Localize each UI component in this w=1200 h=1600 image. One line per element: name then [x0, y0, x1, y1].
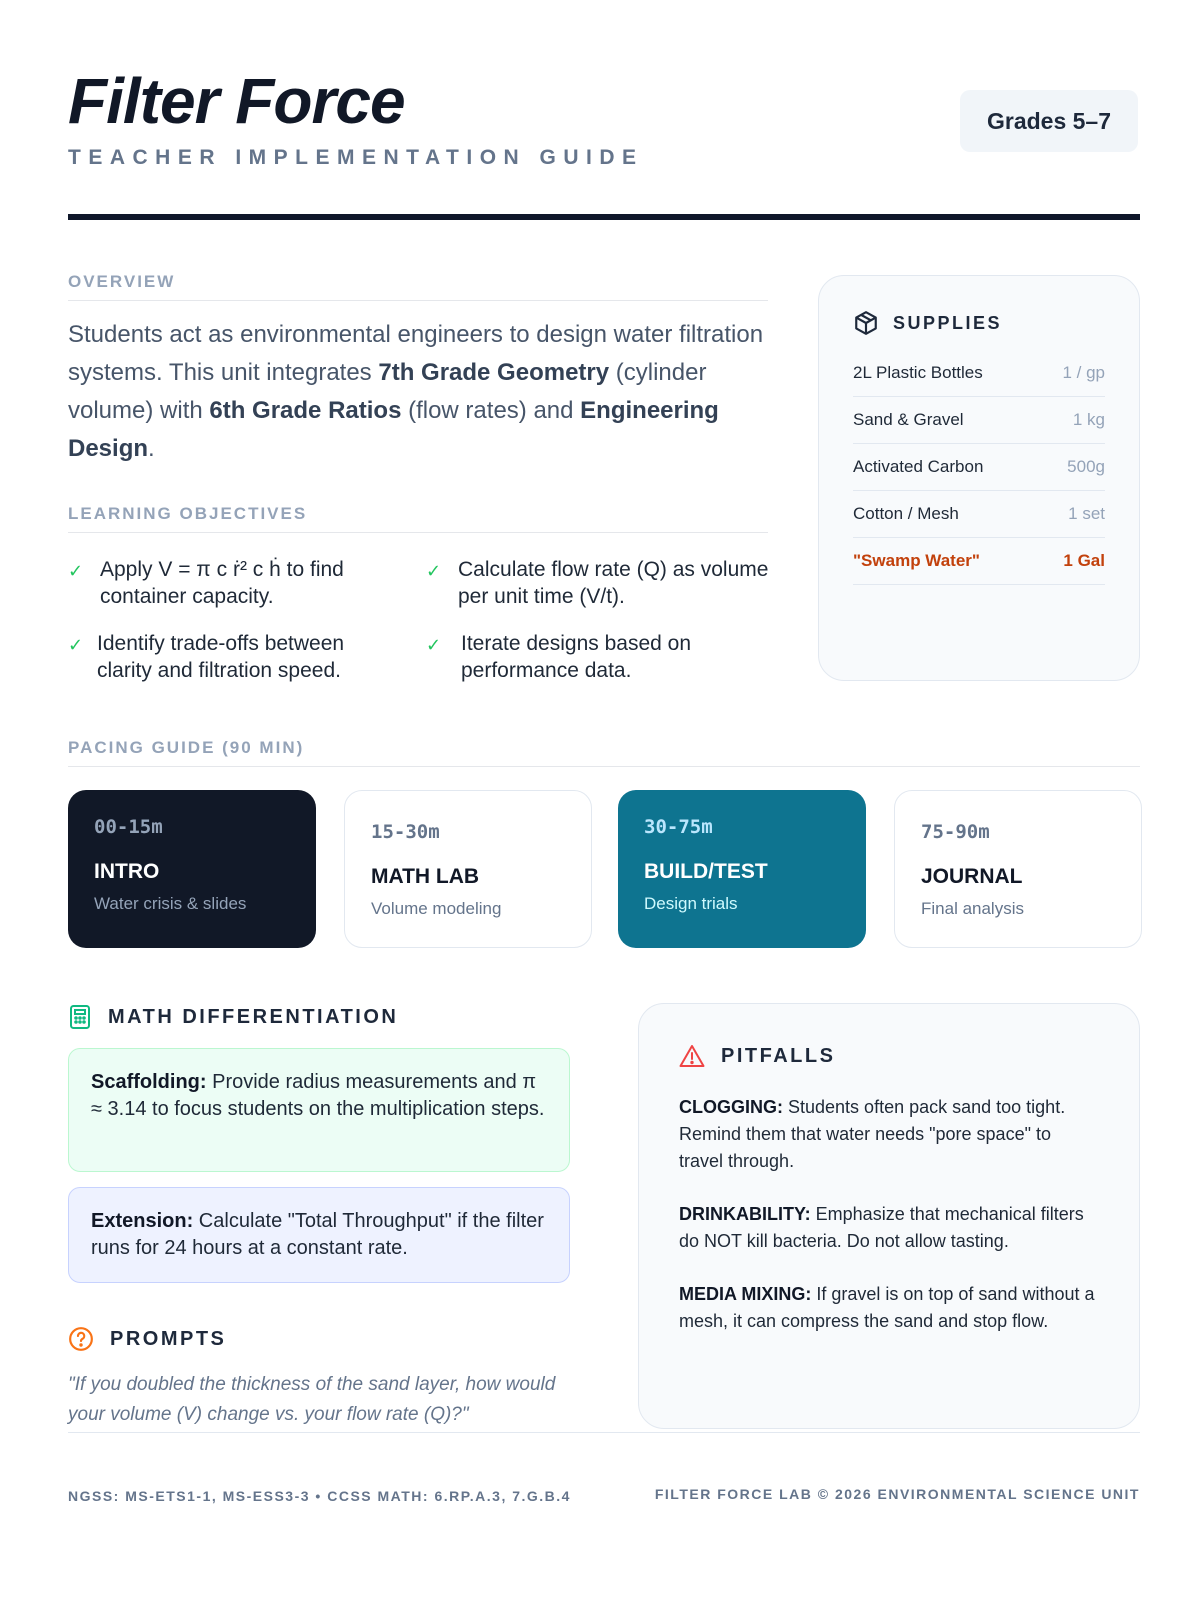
- check-icon: ✓: [426, 561, 442, 581]
- grade-badge: Grades 5–7: [960, 90, 1138, 152]
- pitfall-item: MEDIA MIXING: If gravel is on top of sand without a mesh, it can compress the sand and stop flow.: [679, 1284, 1095, 1331]
- pacing-time: 15-30m: [371, 821, 440, 843]
- pitfalls-card: [638, 1003, 1140, 1429]
- warning-icon: [679, 1044, 705, 1068]
- supply-row: Cotton / Mesh 1 set: [853, 491, 1105, 538]
- pacing-time: 75-90m: [921, 821, 990, 843]
- header-divider: [68, 214, 1140, 220]
- pacing-card-math-lab: [344, 790, 592, 948]
- objective-item: ✓ Identify trade-offs between clarity and filtration speed.: [68, 632, 345, 682]
- pacing-time: 30-75m: [644, 816, 713, 838]
- differentiation-header: MATH DIFFERENTIATION: [68, 1004, 398, 1030]
- pacing-name: BUILD/TEST: [644, 860, 768, 883]
- footer-divider: [68, 1432, 1140, 1433]
- pitfall-item: CLOGGING: Students often pack sand too tight. Remind them that water needs "pore space" to travel through.: [679, 1097, 1066, 1171]
- page-title: Filter Force: [68, 65, 405, 137]
- pacing-desc: Design trials: [644, 894, 738, 913]
- box-icon: [853, 310, 879, 336]
- page-subtitle: TEACHER IMPLEMENTATION GUIDE: [68, 146, 644, 169]
- check-icon: ✓: [68, 635, 84, 655]
- supplies-header: SUPPLIES: [853, 310, 1105, 336]
- pitfall-item: DRINKABILITY: Emphasize that mechanical filters do NOT kill bacteria. Do not allow tasting.: [679, 1204, 1084, 1251]
- pacing-name: INTRO: [94, 860, 160, 883]
- objective-item: ✓ Calculate flow rate (Q) as volume per unit time (V/t).: [426, 558, 769, 608]
- objective-item: ✓ Apply V = π c ṙ² c ḣ to find container capacity.: [68, 558, 344, 608]
- check-icon: ✓: [426, 635, 442, 655]
- pacing-name: JOURNAL: [921, 865, 1023, 888]
- supply-row: Activated Carbon 500g: [853, 444, 1105, 491]
- objective-item: ✓ Iterate designs based on performance data.: [426, 632, 691, 682]
- objectives-label: LEARNING OBJECTIVES: [68, 504, 768, 533]
- pitfalls-header: PITFALLS: [679, 1044, 1099, 1068]
- supply-row-highlight: "Swamp Water" 1 Gal: [853, 538, 1105, 585]
- prompts-header: PROMPTS: [68, 1326, 226, 1352]
- pacing-desc: Volume modeling: [371, 899, 502, 918]
- check-icon: ✓: [68, 561, 84, 581]
- scaffolding-box: Scaffolding: Provide radius measurements and π ≈ 3.14 to focus students on the multiplication steps.: [68, 1048, 570, 1172]
- pacing-time: 00-15m: [94, 816, 163, 838]
- pacing-label: PACING GUIDE (90 MIN): [68, 738, 1140, 767]
- pacing-desc: Water crisis & slides: [94, 894, 247, 913]
- overview-text: Students act as environmental engineers to design water filtration systems. This unit integrates 7th Grade Geometry (cylinder volume) with 6th Grade Ratios (flow rates) and Engineering Design.: [68, 321, 764, 462]
- footer-standards: NGSS: MS-ETS1-1, MS-ESS3-3 • CCSS MATH: 6.RP.A.3, 7.G.B.4: [68, 1488, 571, 1504]
- supply-row: Sand & Gravel 1 kg: [853, 397, 1105, 444]
- calculator-icon: [68, 1004, 92, 1030]
- pacing-card-intro: [68, 790, 316, 948]
- supplies-card: [818, 275, 1140, 681]
- pacing-card-journal: [894, 790, 1142, 948]
- footer-copyright: FILTER FORCE LAB © 2026 ENVIRONMENTAL SCIENCE UNIT: [654, 1486, 1140, 1502]
- pacing-card-build-test: [618, 790, 866, 948]
- supply-row: 2L Plastic Bottles 1 / gp: [853, 350, 1105, 397]
- prompt-quote: "If you doubled the thickness of the sand layer, how would your volume (V) change vs. your flow rate (Q)?": [68, 1374, 556, 1425]
- pacing-desc: Final analysis: [921, 899, 1024, 918]
- extension-box: Extension: Calculate "Total Throughput" if the filter runs for 24 hours at a constant rate.: [68, 1187, 570, 1283]
- overview-label: OVERVIEW: [68, 272, 768, 301]
- question-circle-icon: [68, 1326, 94, 1352]
- pacing-name: MATH LAB: [371, 865, 480, 888]
